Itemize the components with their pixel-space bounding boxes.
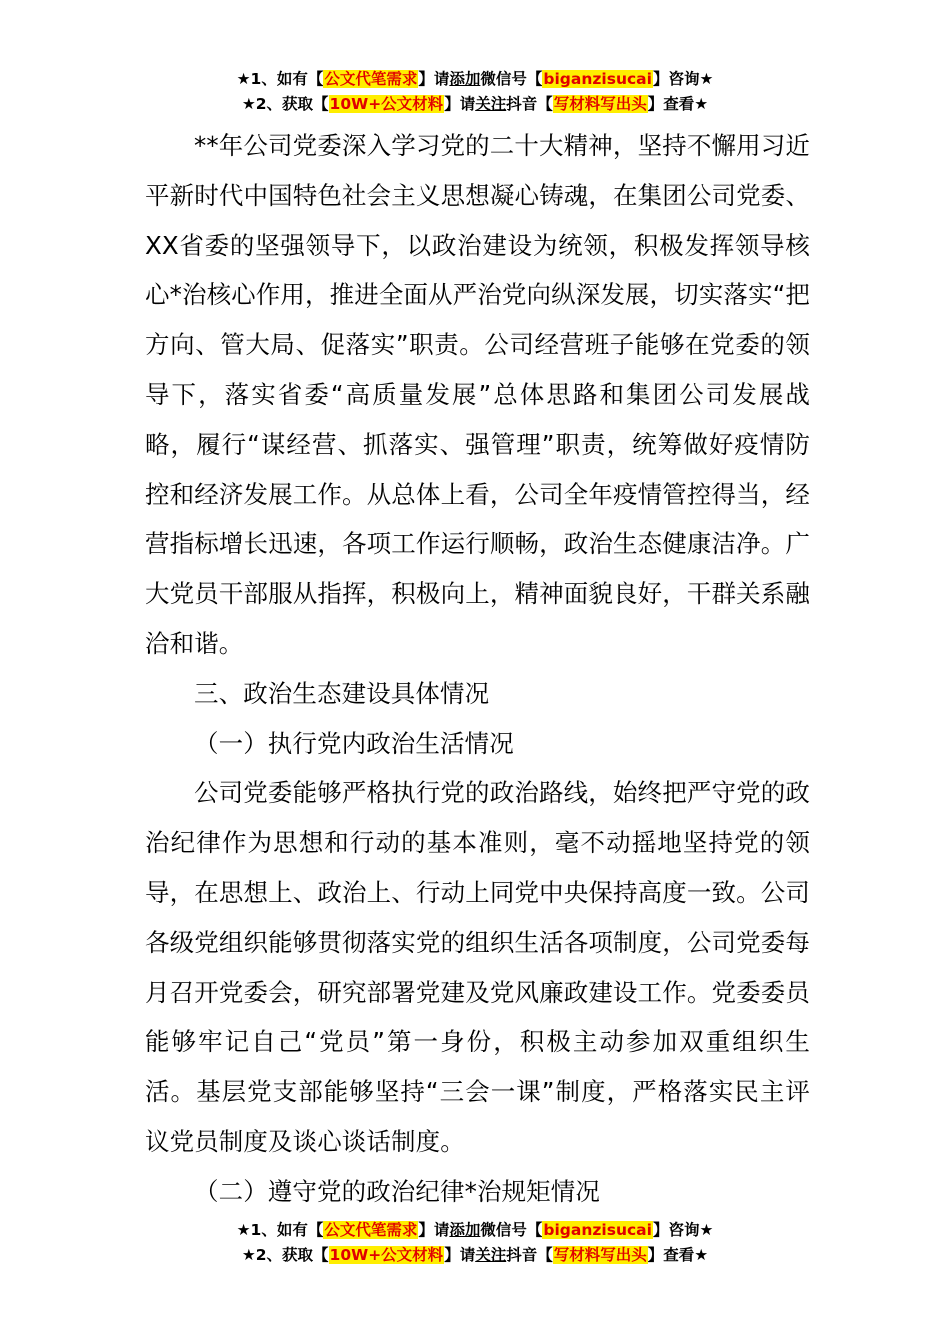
highlight-text: biganzisucai: [543, 70, 652, 88]
header-banner: [0, 67, 950, 117]
banner-line-1: [0, 1218, 950, 1243]
banner-text: 】请: [418, 70, 450, 88]
section-heading: 三、政治生态建设具体情况: [194, 678, 490, 708]
banner-line-2: [0, 92, 950, 117]
footer-banner: [0, 1218, 950, 1268]
underlined-text: 添加: [449, 70, 481, 88]
highlight-text: 公文代笔需求: [324, 1221, 418, 1239]
banner-text: 】咨询★: [652, 1221, 714, 1239]
banner-text: 微信号【: [480, 1221, 543, 1239]
banner-text: 抖音【: [506, 1246, 553, 1264]
document-body: [145, 121, 810, 1217]
paragraph: **年公司党委深入学习党的二十大精神，坚持不懈用习近平新时代中国特色社会主义思想凝心铸魂，在集团公司党委、XX省委的坚强领导下，以政治建设为统领，积极发挥领导核心*治核心作用，推进全面从严治党向纵深发展，切实落实“把方向、管大局、促落实”职责。公司经营班子能够在党委的领导下，落实省委“高质量发展”总体思路和集团公司发展战略，履行“谋经营、抓落实、强管理”职责，统筹做好疫情防控和经济发展工作。从总体上看，公司全年疫情管控得当，经营指标增长迅速，各项工作运行顺畅，政治生态健康洁净。广大党员干部服从指挥，积极向上，精神面貌良好，干群关系融洽和谐。: [145, 131, 810, 658]
highlight-text: biganzisucai: [543, 1221, 652, 1239]
paragraph: 公司党委能够严格执行党的政治路线，始终把严守党的政治纪律作为思想和行动的基本准则，毫不动摇地坚持党的领导，在思想上、政治上、行动上同党中央保持高度一致。公司各级党组织能够贯彻落实党的组织生活各项制度，公司党委每月召开党委会，研究部署党建及党风廉政建设工作。党委委员能够牢记自己“党员”第一身份，积极主动参加双重组织生活。基层党支部能够坚持“三会一课”制度，严格落实民主评议党员制度及谈心谈话制度。: [145, 778, 810, 1156]
banner-text: 】查看★: [647, 95, 709, 113]
highlight-text: 写材料写出头: [553, 1246, 647, 1264]
highlight-text: 10W+公文材料: [329, 1246, 444, 1264]
highlight-text: 写材料写出头: [553, 95, 647, 113]
underlined-text: 添加: [449, 1221, 481, 1239]
banner-line-2: [0, 1243, 950, 1268]
banner-text: 抖音【: [506, 95, 553, 113]
banner-text: ★1、如有【: [236, 1221, 324, 1239]
banner-text: ★2、获取【: [241, 95, 329, 113]
highlight-text: 10W+公文材料: [329, 95, 444, 113]
subsection-heading: （一）执行党内政治生活情况: [194, 728, 514, 758]
highlight-text: 公文代笔需求: [324, 70, 418, 88]
banner-text: 微信号【: [480, 70, 543, 88]
underlined-text: 关注: [475, 95, 507, 113]
banner-line-1: [0, 67, 950, 92]
banner-text: ★2、获取【: [241, 1246, 329, 1264]
subsection-heading: （二）遵守党的政治纪律*治规矩情况: [194, 1176, 600, 1206]
banner-text: 】请: [444, 95, 476, 113]
banner-text: 】请: [418, 1221, 450, 1239]
banner-text: 】查看★: [647, 1246, 709, 1264]
banner-text: ★1、如有【: [236, 70, 324, 88]
banner-text: 】请: [444, 1246, 476, 1264]
underlined-text: 关注: [475, 1246, 507, 1264]
banner-text: 】咨询★: [652, 70, 714, 88]
